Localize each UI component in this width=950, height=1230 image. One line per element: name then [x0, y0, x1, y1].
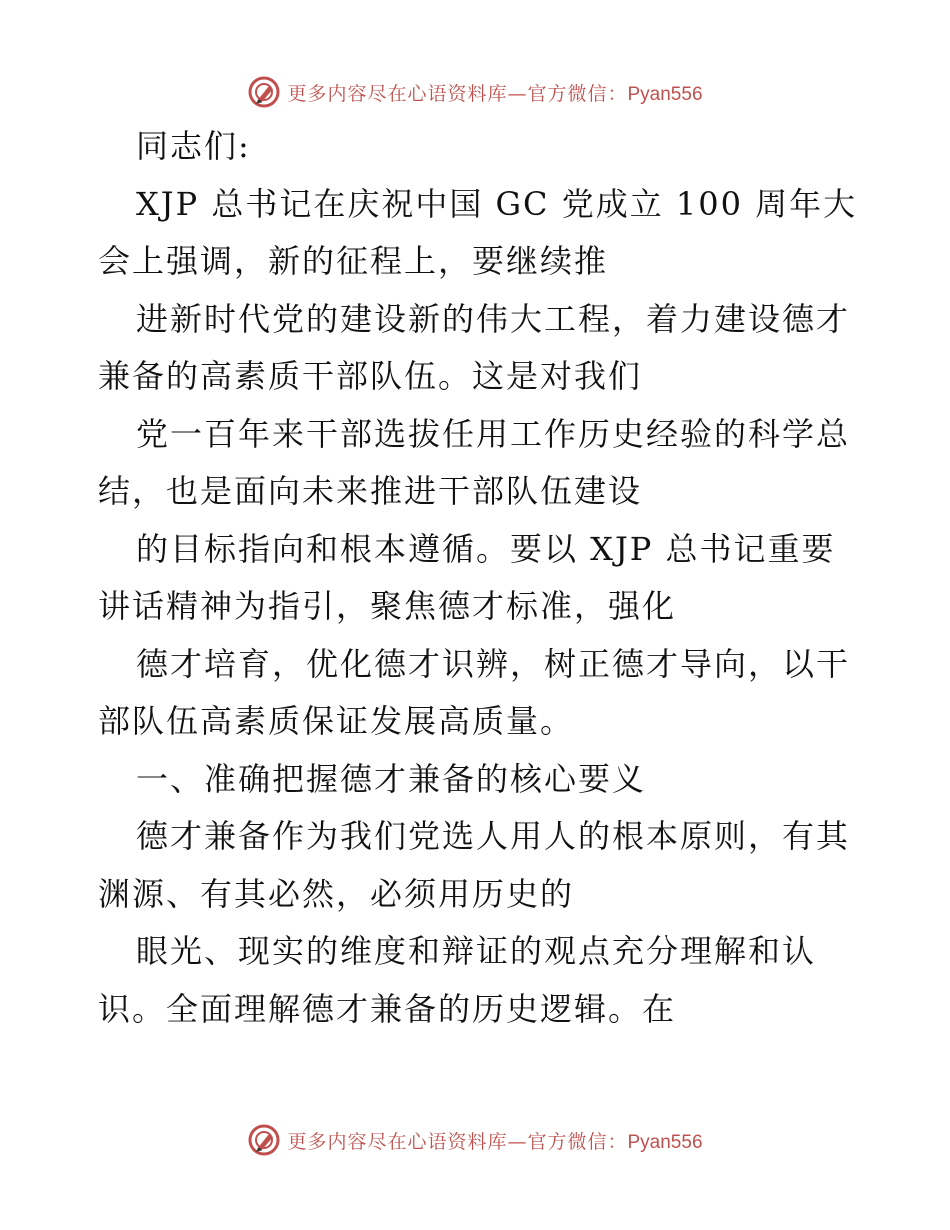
watermark-text — [287, 79, 702, 106]
section-heading: 一、准确把握德才兼备的核心要义 — [136, 759, 647, 798]
pen-nib-logo-icon — [247, 1123, 281, 1157]
document-body — [98, 118, 858, 1038]
paragraph-3: 党一百年来干部选拔任用工作历史经验的科学总结，也是面向未来推进干部队伍建设 — [98, 414, 851, 510]
pen-nib-logo-icon — [247, 75, 281, 109]
watermark-label: 更多内容尽在心语资料库—官方微信： — [287, 82, 628, 105]
footer-watermark — [0, 1120, 950, 1160]
paragraph-1: XJP 总书记在庆祝中国 GC 党成立 100 周年大会上强调，新的征程上，要继续推 — [98, 184, 858, 280]
watermark-wechat-id: Pyan556 — [627, 1131, 703, 1153]
paragraph-6: 德才兼备作为我们党选人用人的根本原则，有其渊源、有其必然，必须用历史的 — [98, 817, 851, 913]
watermark-label: 更多内容尽在心语资料库—官方微信： — [287, 1130, 628, 1153]
paragraph-4: 的目标指向和根本遵循。要以 XJP 总书记重要讲话精神为指引，聚焦德才标准，强化 — [98, 529, 836, 625]
paragraph-7: 眼光、现实的维度和辩证的观点充分理解和认识。全面理解德才兼备的历史逻辑。在 — [98, 932, 817, 1028]
header-watermark — [0, 72, 950, 112]
paragraph-2: 进新时代党的建设新的伟大工程，着力建设德才兼备的高素质干部队伍。这是对我们 — [98, 299, 851, 395]
paragraph-5: 德才培育，优化德才识辨，树正德才导向，以干部队伍高素质保证发展高质量。 — [98, 644, 851, 740]
greeting: 同志们: — [136, 127, 251, 165]
watermark-text — [287, 1127, 702, 1154]
watermark-wechat-id: Pyan556 — [627, 83, 703, 105]
